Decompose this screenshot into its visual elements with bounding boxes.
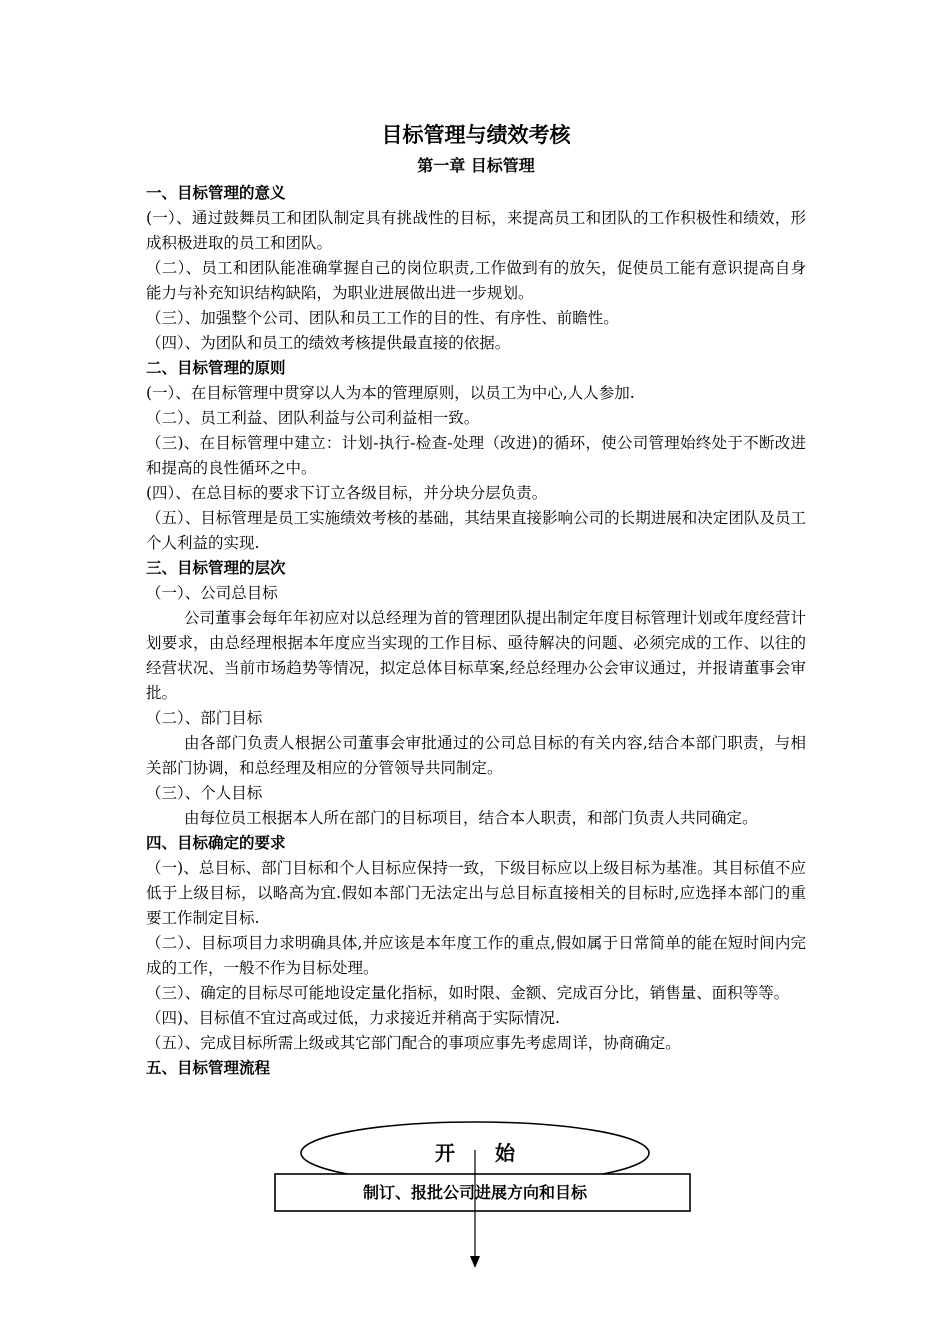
paragraph: （二）、部门目标 — [146, 709, 263, 727]
paragraph: （三）、个人目标 — [146, 784, 263, 802]
section-heading: 五、目标管理流程 — [146, 1059, 271, 1077]
paragraph: 由每位员工根据本人所在部门的目标项目，结合本人职责，和部门负责人共同确定。 — [184, 809, 758, 827]
section-heading: 一、目标管理的意义 — [146, 184, 286, 202]
paragraph: （一)、总目标、部门目标和个人目标应保持一致，下级目标应以上级目标为基准。其目标值不应低于上级目标，以略高为宜.假如本部门无法定出与总目标直接相关的目标时,应选择本部门的重要工作制定目标. — [146, 859, 806, 927]
flowchart-arrow-head — [470, 1256, 480, 1268]
document-body — [146, 181, 806, 1081]
flowchart-start-label: 开 始 — [435, 1141, 515, 1165]
section-heading: 二、目标管理的原则 — [146, 359, 286, 377]
paragraph: （三）、确定的目标尽可能地设定量化指标，如时限、金额、完成百分比，销售量、面积等等。 — [146, 984, 790, 1002]
document-title: 目标管理与绩效考核 — [381, 123, 571, 147]
paragraph: （四）、为团队和员工的绩效考核提供最直接的依据。 — [146, 334, 511, 352]
paragraph: (一）、在目标管理中贯穿以人为本的管理原则，以员工为中心,人人参加. — [146, 384, 635, 402]
paragraph: （三)、在目标管理中建立：计划-执行-检查-处理（改进)的循环，使公司管理始终处于不断改进和提高的良性循环之中。 — [146, 434, 806, 477]
paragraph: （二）、目标项目力求明确具体,并应该是本年度工作的重点,假如属于日常简单的能在短时间内完成的工作，一般不作为目标处理。 — [146, 934, 806, 977]
paragraph: (一）、通过鼓舞员工和团队制定具有挑战性的目标，来提高员工和团队的工作积极性和绩效，形成积极进取的员工和团队。 — [146, 209, 806, 252]
paragraph: （五）、完成目标所需上级或其它部门配合的事项应事先考虑周详，协商确定。 — [146, 1034, 681, 1052]
paragraph: 由各部门负责人根据公司董事会审批通过的公司总目标的有关内容,结合本部门职责，与相关部门协调，和总经理及相应的分管领导共同制定。 — [146, 734, 806, 777]
paragraph: （二）、员工和团队能准确掌握自己的岗位职责,工作做到有的放矢，促使员工能有意识提高自身能力与补充知识结构缺陷，为职业进展做出进一步规划。 — [146, 259, 806, 302]
document-page — [146, 118, 806, 1081]
flowchart-step-1-label: 制订、报批公司进展方向和目标 — [362, 1183, 588, 1202]
section-heading: 四、目标确定的要求 — [146, 834, 286, 852]
paragraph: （二）、员工利益、团队利益与公司利益相一致。 — [146, 409, 480, 427]
paragraph: （三）、加强整个公司、团队和员工工作的目的性、有序性、前瞻性。 — [146, 309, 619, 327]
paragraph: 公司董事会每年年初应对以总经理为首的管理团队提出制定年度目标管理计划或年度经营计划要求，由总经理根据本年度应当实现的工作目标、亟待解决的问题、必须完成的工作、以往的经营状况、当前市场趋势等情况，拟定总体目标草案,经总经理办公会审议通过，并报请董事会审批。 — [146, 609, 806, 702]
paragraph: （一）、公司总目标 — [146, 584, 278, 602]
flowchart — [0, 1120, 950, 1344]
paragraph: （四)、目标值不宜过高或过低，力求接近并稍高于实际情况. — [146, 1009, 560, 1027]
chapter-title: 第一章 目标管理 — [417, 156, 535, 175]
paragraph: （五）、目标管理是员工实施绩效考核的基础，其结果直接影响公司的长期进展和决定团队及员工个人利益的实现. — [146, 509, 806, 552]
paragraph: (四）、在总目标的要求下订立各级目标，并分块分层负责。 — [146, 484, 548, 502]
section-heading: 三、目标管理的层次 — [146, 559, 286, 577]
